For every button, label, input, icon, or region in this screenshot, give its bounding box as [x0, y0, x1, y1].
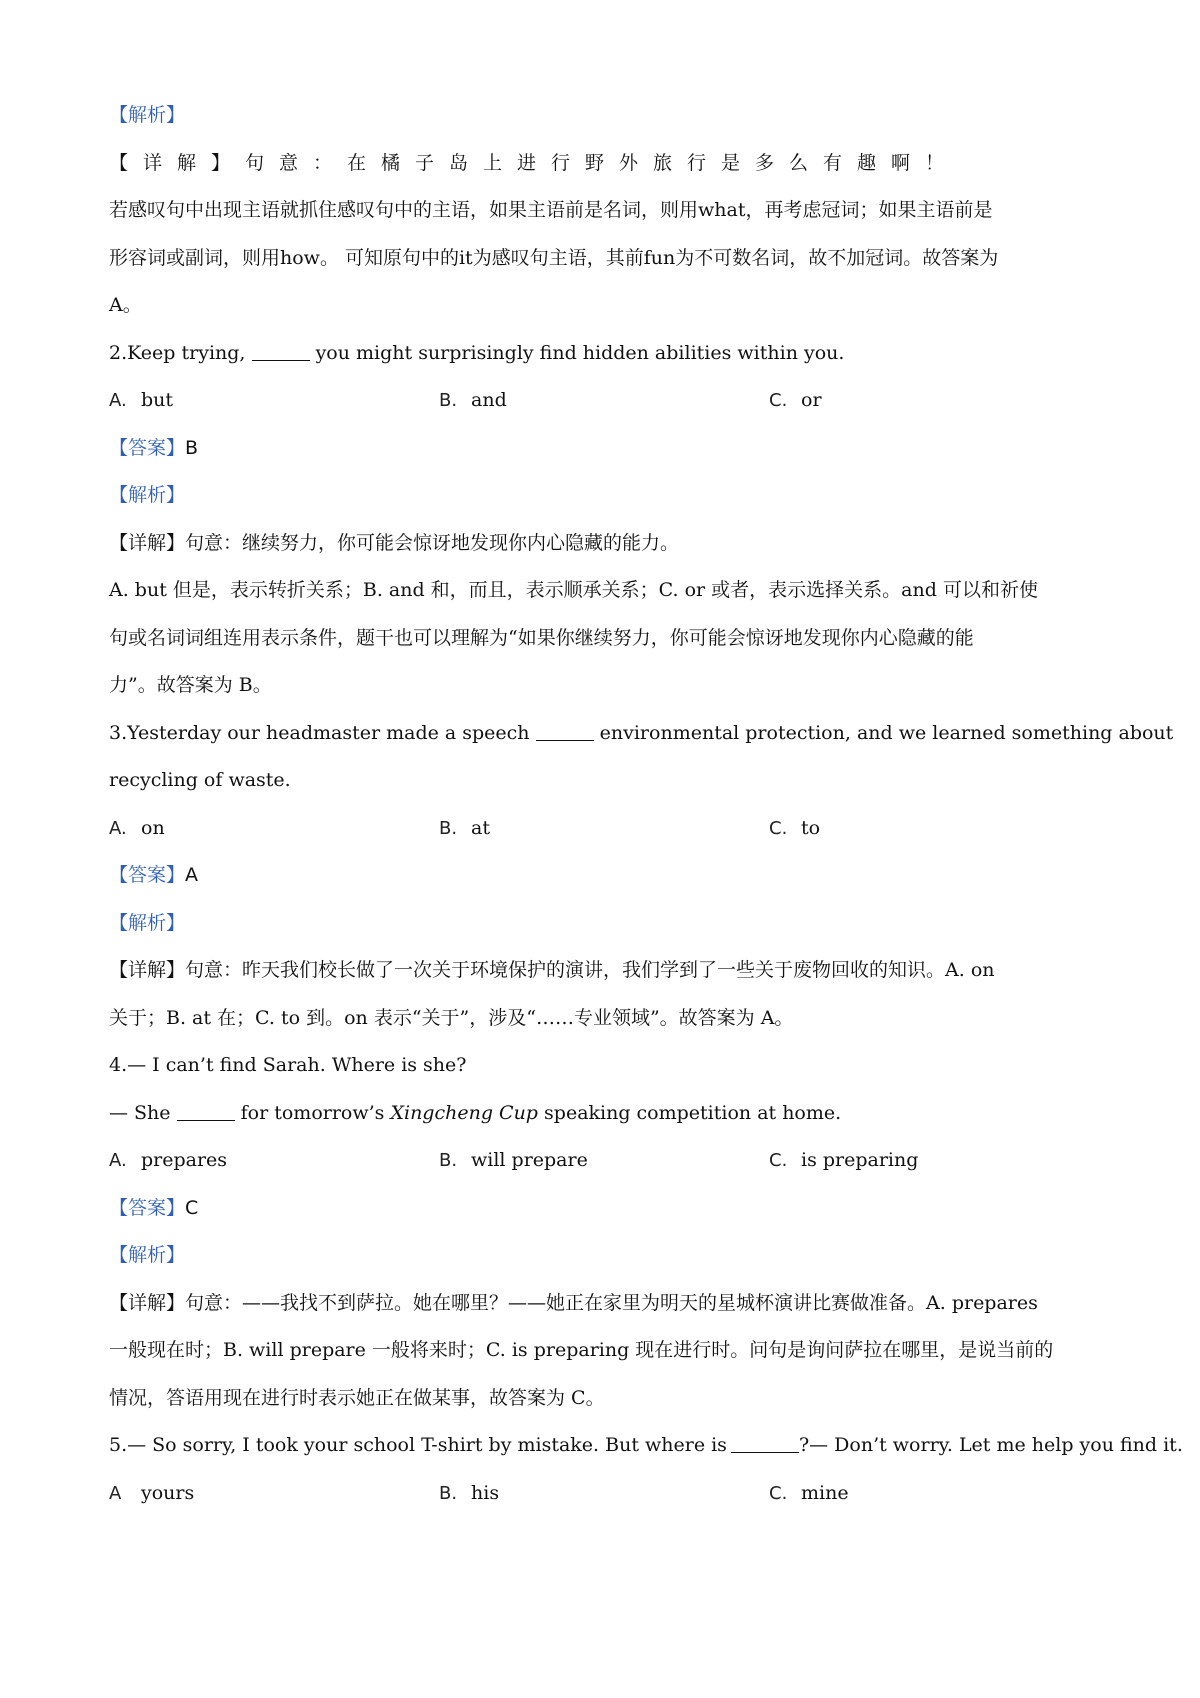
q5-stem-after: ?— Don’t worry. Let me help you find it. — [798, 1434, 1183, 1456]
answer-label: 【答案】 — [109, 864, 186, 886]
analysis-label: 【解析】 — [109, 1244, 186, 1266]
q3-detail-line: 关于；B. at 在；C. to 到。on 表示“关于”，涉及“……专业领域”。故答案为 A。 — [109, 1006, 794, 1029]
q2-stem-before: 2.Keep trying, — [109, 341, 246, 364]
q3-stem-line2: recycling of waste. — [109, 769, 291, 791]
q4-stem-line2: — She for tomorrow’s Xingcheng Cup speaking competition at home. — [109, 1101, 842, 1124]
q4-blank — [177, 1102, 235, 1121]
q3-option-a: A. on — [109, 816, 165, 839]
q4-detail-line: 情况，答语用现在进行时表示她正在做某事，故答案为 C。 — [109, 1386, 605, 1409]
q4-stem-line1: 4.— I can’t find Sarah. Where is she? — [109, 1054, 467, 1076]
document-page — [109, 92, 1183, 1517]
q2-stem-after: you might surprisingly find hidden abilities within you. — [315, 341, 845, 364]
detail-label: 【详解】 — [109, 959, 186, 981]
q5-blank — [731, 1434, 799, 1453]
q3-stem-after: environmental protection, and we learned something about — [599, 721, 1174, 744]
q2-options — [109, 377, 1099, 425]
analysis-label: 【解析】 — [109, 484, 186, 506]
q2-option-a: A. but — [109, 389, 174, 411]
q2-answer — [109, 425, 1099, 473]
q4-detail-line: 【详解】句意：——我找不到萨拉。她在哪里？——她正在家里为明天的星城杯演讲比赛做准备。A. prepares — [109, 1291, 1038, 1314]
detail-label: 【详解】 — [109, 531, 186, 554]
q2-answer-value: B — [185, 436, 199, 459]
q2-detail-line: A. but 但是，表示转折关系；B. and 和，而且，表示顺承关系；C. or 或者，表示选择关系。and 可以和祈使 — [109, 579, 1038, 601]
q2-option-b: B. and — [439, 389, 507, 411]
q2-analysis-heading — [109, 472, 1099, 520]
detail-label: 【详解】 — [109, 1291, 186, 1314]
q3-options — [109, 805, 1099, 853]
q3-answer — [109, 852, 1099, 900]
q2-detail-line: 句或名词词组连用表示条件，题干也可以理解为“如果你继续努力，你可能会惊讶地发现你内心隐藏的能 — [109, 626, 974, 649]
q2-detail-line: 力”。故答案为 B。 — [109, 674, 272, 696]
answer-label: 【答案】 — [109, 1196, 186, 1219]
q1-detail-head-text: 句意：在橘子岛上进行野外旅行是多么有趣啊！ — [245, 151, 960, 174]
q3-blank — [536, 722, 594, 741]
q5-option-a: A yours — [109, 1481, 195, 1504]
q3-stem — [109, 710, 1174, 758]
q2-detail-line: 【详解】句意：继续努力，你可能会惊讶地发现你内心隐藏的能力。 — [109, 531, 680, 554]
q3-stem-before: 3.Yesterday our headmaster made a speech — [109, 721, 530, 744]
q3-analysis-heading — [109, 900, 1099, 948]
q4-answer — [109, 1185, 1099, 1233]
q3-answer-value: A — [185, 864, 199, 886]
q2-blank — [252, 342, 310, 361]
detail-label: 【详解】 — [109, 151, 246, 174]
q5-option-c: C. mine — [769, 1481, 849, 1504]
q1-detail-line: A。 — [109, 294, 142, 316]
q1-detail-head — [109, 140, 1099, 188]
q4-options — [109, 1137, 1099, 1185]
analysis-label: 【解析】 — [109, 104, 186, 126]
q1-detail-line: 若感叹句中出现主语就抓住感叹句中的主语，如果主语前是名词，则用what，再考虑冠词；如果主语前是 — [109, 199, 993, 221]
q4-analysis-heading — [109, 1232, 1099, 1280]
answer-label: 【答案】 — [109, 436, 186, 459]
analysis-heading — [109, 92, 1099, 140]
q4-option-c: C. is preparing — [769, 1149, 919, 1171]
q3-detail-line: 【详解】句意：昨天我们校长做了一次关于环境保护的演讲，我们学到了一些关于废物回收的知识。A. on — [109, 959, 995, 981]
q2-stem — [109, 330, 1099, 378]
q4-option-b: B. will prepare — [439, 1149, 588, 1171]
q4-option-a: A. prepares — [109, 1149, 228, 1171]
q5-options — [109, 1470, 1099, 1518]
q5-option-b: B. his — [439, 1481, 500, 1504]
q5-stem — [109, 1422, 1183, 1470]
q4-answer-value: C — [185, 1196, 199, 1219]
analysis-label: 【解析】 — [109, 911, 186, 934]
q5-stem-before: 5.— So sorry, I took your school T-shirt by mistake. But where is — [109, 1434, 727, 1456]
q3-option-b: B. at — [439, 816, 490, 839]
q2-option-c: C. or — [769, 389, 822, 411]
q4-italic-term: Xingcheng Cup — [390, 1101, 538, 1124]
q3-option-c: C. to — [769, 816, 821, 839]
q1-detail-line: 形容词或副词，则用how。 可知原句中的it为感叹句主语，其前fun为不可数名词，故不加冠词。故答案为 — [109, 246, 999, 269]
q4-detail-line: 一般现在时；B. will prepare 一般将来时；C. is preparing 现在进行时。问句是询问萨拉在哪里，是说当前的 — [109, 1339, 1054, 1361]
